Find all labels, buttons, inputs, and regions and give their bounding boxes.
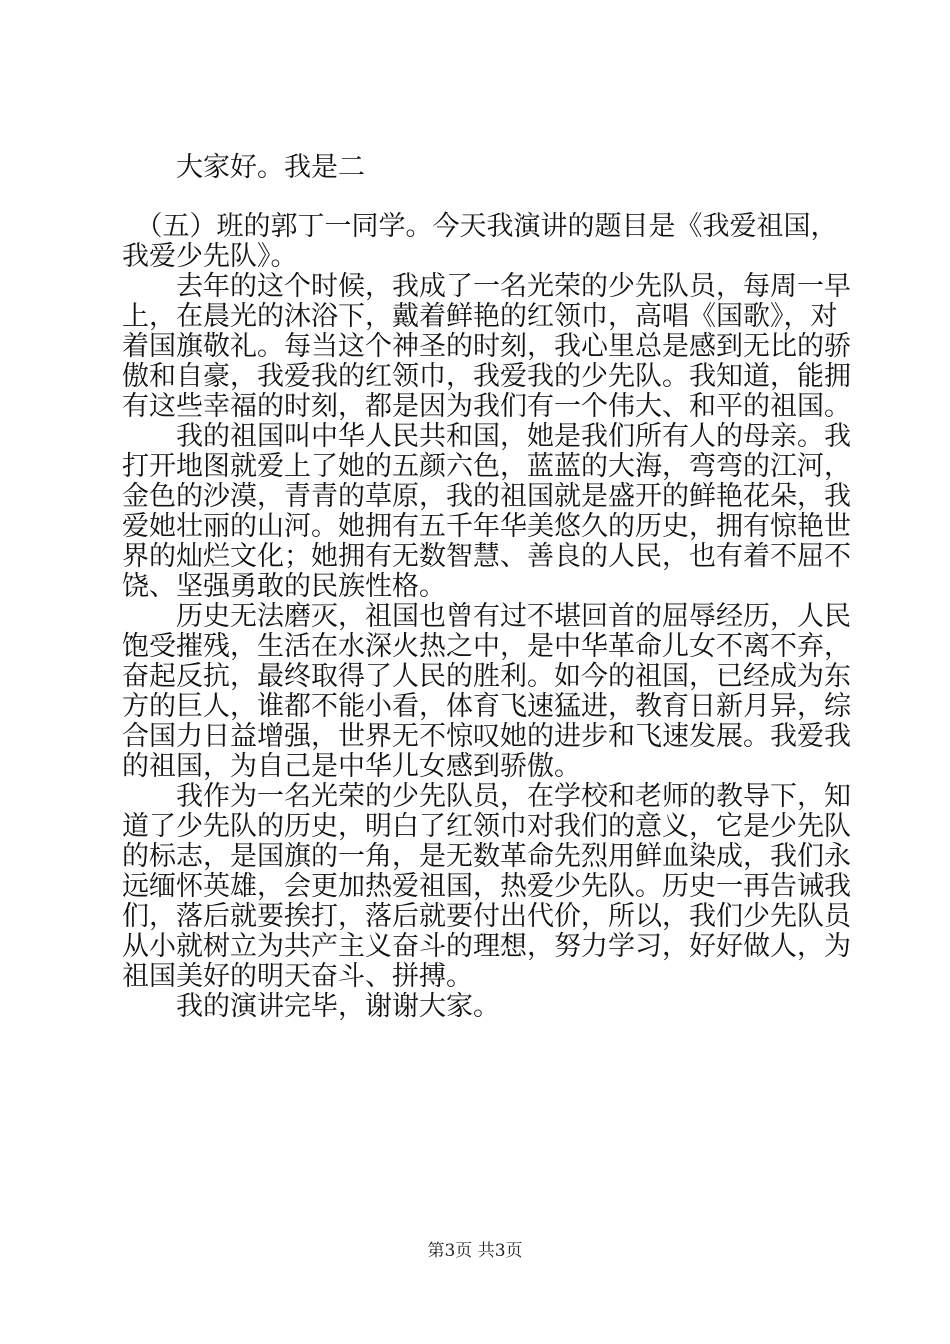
text-line: 去年的这个时候，我成了一名光荣的少先队员，每周一早 [122,271,851,302]
text-line: 历史无法磨灭，祖国也曾有过不堪回首的屈辱经历，人民 [122,601,851,632]
text-line: 爱她壮丽的山河。她拥有五千年华美悠久的历史，拥有惊艳世 [122,511,851,542]
text-line: 饶、坚强勇敢的民族性格。 [122,571,446,602]
text-line: 大家好。我是二 [122,152,365,183]
text-line: 我的祖国叫中华人民共和国，她是我们所有人的母亲。我 [122,421,851,452]
text-line: 远缅怀英雄，会更加热爱祖国，热爱少先队。历史一再告诫我 [122,871,851,902]
text-line: 奋起反抗，最终取得了人民的胜利。如今的祖国，已经成为东 [122,661,851,692]
text-line: 合国力日益增强，世界无不惊叹她的进步和飞速发展。我爱我 [122,721,851,752]
text-line: 傲和自豪，我爱我的红领巾，我爱我的少先队。我知道，能拥 [122,361,851,392]
text-line: 的祖国，为自己是中华儿女感到骄傲。 [122,751,581,782]
text-line: 金色的沙漠，青青的草原，我的祖国就是盛开的鲜艳花朵，我 [122,481,851,512]
text-line: 我爱少先队》。 [122,241,298,272]
text-line: 着国旗敬礼。每当这个神圣的时刻，我心里总是感到无比的骄 [122,331,851,362]
text-line: 道了少先队的历史，明白了红领巾对我们的意义，它是少先队 [122,811,851,842]
text-line: 打开地图就爱上了她的五颜六色，蓝蓝的大海，弯弯的江河， [122,451,851,482]
page-number-footer: 第3页 共3页 [427,1241,523,1261]
text-line: 方的巨人，谁都不能小看，体育飞速猛进，教育日新月异，综 [122,691,851,722]
text-line: 界的灿烂文化；她拥有无数智慧、善良的人民，也有着不屈不 [122,541,851,572]
text-line: 祖国美好的明天奋斗、拼搏。 [122,961,473,992]
text-line: 我的演讲完毕，谢谢大家。 [122,991,500,1022]
text-line: 饱受摧残，生活在水深火热之中，是中华革命儿女不离不弃， [122,631,851,662]
text-line: 我作为一名光荣的少先队员，在学校和老师的教导下，知 [122,781,851,812]
text-line: 从小就树立为共产主义奋斗的理想，努力学习，好好做人，为 [122,931,851,962]
text-line: 的标志，是国旗的一角，是无数革命先烈用鲜血染成，我们永 [122,841,851,872]
text-line: （五）班的郭丁一同学。今天我演讲的题目是《我爱祖国， [122,211,838,242]
text-line: 有这些幸福的时刻，都是因为我们有一个伟大、和平的祖国。 [122,391,851,422]
text-line: 们，落后就要挨打，落后就要付出代价，所以，我们少先队员 [122,901,851,932]
text-line: 上，在晨光的沐浴下，戴着鲜艳的红领巾，高唱《国歌》，对 [122,301,838,332]
